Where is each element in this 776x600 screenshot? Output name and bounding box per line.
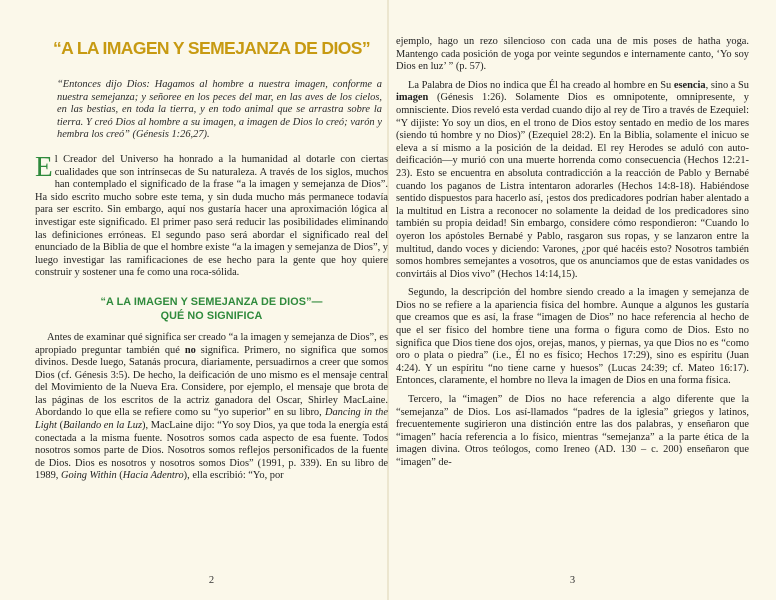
page-number: 2: [208, 575, 215, 586]
right-column: [396, 36, 749, 470]
paragraph-segundo: Segundo, la descripción del hombre siendo creado a la imagen y semejanza de Dios no se refiere a la apariencia física del hombre. Aunque a algunos les gustaría que creamos que es así, la frase “imagen de Dios” no hace referencia al hecho de que el ser físico del hombre tiene una forma o figura como de Dios. Esto no significa que Dios tiene dos ojos, orejas, manos, y piernas, ya que Dios no es “como oro o plata o piedra” (i.e., Él no es físico; Hechos 17:29), sino es espíritu (Juan 4:24). Y un espíritu “no tiene carne y huesos” (Lucas 24:39; cf. Mateo 16:17). Entonces, claramente, el hombre no lleva la imagen de Dios en una forma física.: [396, 287, 749, 387]
left-page: [35, 0, 388, 600]
page-number: 3: [569, 575, 576, 586]
epigraph-quote: “Entonces dijo Dios: Hagamos al hombre a nuestra imagen, conforme a nuestra semejanza; y señoree en los peces del mar, en las aves de los cielos, en las bestias, en toda la tierra, y en todo animal que se arrastra sobre la tierra. Y creó Dios al hombre a su imagen, a imagen de Dios lo creó; varón y hembra los creó” (Génesis 1:26,27).: [57, 79, 382, 141]
chapter-title: “A LA IMAGEN Y SEMEJANZA DE DIOS”: [53, 38, 370, 58]
drop-cap-letter: E: [35, 150, 53, 183]
paragraph-tercero: Tercero, la “imagen” de Dios no hace referencia a algo diferente que la “semejanza” de Dios. Los así-llamados “padres de la iglesia” griegos y latinos, frecuentemente sugirieron una distinción entre las dos palabras, y enseñaron que “imagen” hacía referencia a lo físico, mientras “semejanza” a la parte ética de la imagen divina. Otros teólogos, como Ireneo (AD. 130 – c. 200) enseñaron que “imagen” de-: [396, 394, 749, 468]
paragraph-que-no-significa: Antes de examinar qué significa ser creado “a la imagen y semejanza de Dios”, es apropiado preguntar también qué no significa. Primero, no significa que somos divinos. Desde luego, Satanás procura, diariamente, persuadirnos a creer que somos Dios (cf. Génesis 3:5). De hecho, la deificación de uno mismo es el mensaje central del Movimiento de la Nueva Era. Considere, por ejemplo, el mensaje que brota de las páginas de los escritos de la actriz ganadora del Oscar, Shirley MacLaine. Abordando lo que ella se refiere como su “yo superior” en su libro, Dancing in the Light (Bailando en la Luz), MacLaine dijo: “Yo soy Dios, ya que toda la energía está conectada a la misma fuente. Nosotros somos cada aspecto de esa fuente. Todos nosotros somos parte de Dios. Nosotros somos reflejos personificados de la fuente de Dios. Dios es nosotros y nosotros somos Dios” (1991, p. 339). En su libro de 1989, Going Within (Hacia Adentro), ella escribió: “Yo, por: [35, 331, 388, 482]
section-subheading: “A LA IMAGEN Y SEMEJANZA DE DIOS”— QUÉ NO SIGNIFICA: [100, 295, 323, 322]
continued-paragraph: ejemplo, hago un rezo silencioso con cada una de mis poses de hatha yoga. Mantengo cada posición de yoga por veinte segundos e internamente canto, ‘Yo soy Dios en luz’ ” (p. 57).: [396, 36, 749, 73]
right-page: [396, 0, 749, 600]
intro-paragraph: El Creador del Universo ha honrado a la humanidad al dotarle con ciertas cualidades que son intrínsecas de Su naturaleza. A través de los siglos, muchos han contemplado el significado de la frase “a la imagen y semejanza de Dios”. Ha sido escrito mucho sobre este tema, y sin duda mucho más permanece todavía para ser escrito. Sin embargo, aquí nos gustaría hacer una aproximación lógica al investigar este significado. El primer paso será reducir las posibilidades eliminando las definiciones erróneas. El segundo paso será abordar el significado real del enunciado de la Biblia de que el hombre existe “a la imagen y semejanza de Dios”, y luego investigar las ramificaciones de ese hecho para la gente que hoy quiere construir y sostener una fe como una roca-sólida.: [35, 150, 388, 279]
paragraph-esencia-imagen: La Palabra de Dios no indica que Él ha creado al hombre en Su esencia, sino a Su imagen (Génesis 1:26). Solamente Dios es omnipotente, omnipresente, y omnisciente. Dios reveló esta verdad cuando dijo al rey de Tiro a través de Ezequiel: “Y dijiste: Yo soy un dios, en el trono de Dios estoy sentado en medio de los mares (siendo tú hombre y no Dios)” (Ezequiel 28:2). En la Biblia, solamente el inicuo se eleva a sí mismo a la posición de la deidad. El rey Herodes se aduló con auto-deificación—y murió con una muerte horrenda como consecuencia (Hechos 12:21-23). Esto se encuentra en absoluta contradicción a la reacción de Pablo y Bernabé cuando los paganos de Listra intentaron adorarles (Hechos 14:8-18). Habiéndose sentido dispuestos para hacerlo así, ¡estos dos predicadores podrían haber alentado a la multitud en Listra a reconocer no solamente la deidad de los predicadores sino también su propia deidad! Sin embargo, considere cómo respondieron: “Cuando lo oyeron los apóstoles Bernabé y Pablo, rasgaron sus ropas, y se lanzaron entre la multitud, dando voces y diciendo: Varones, ¿por qué hacéis esto? Nosotros también somos hombres semejantes a vosotros, que os anunciamos que de estas vanidades os convirtáis al Dios vivo” (Hechos 14:14,15).: [396, 79, 749, 280]
